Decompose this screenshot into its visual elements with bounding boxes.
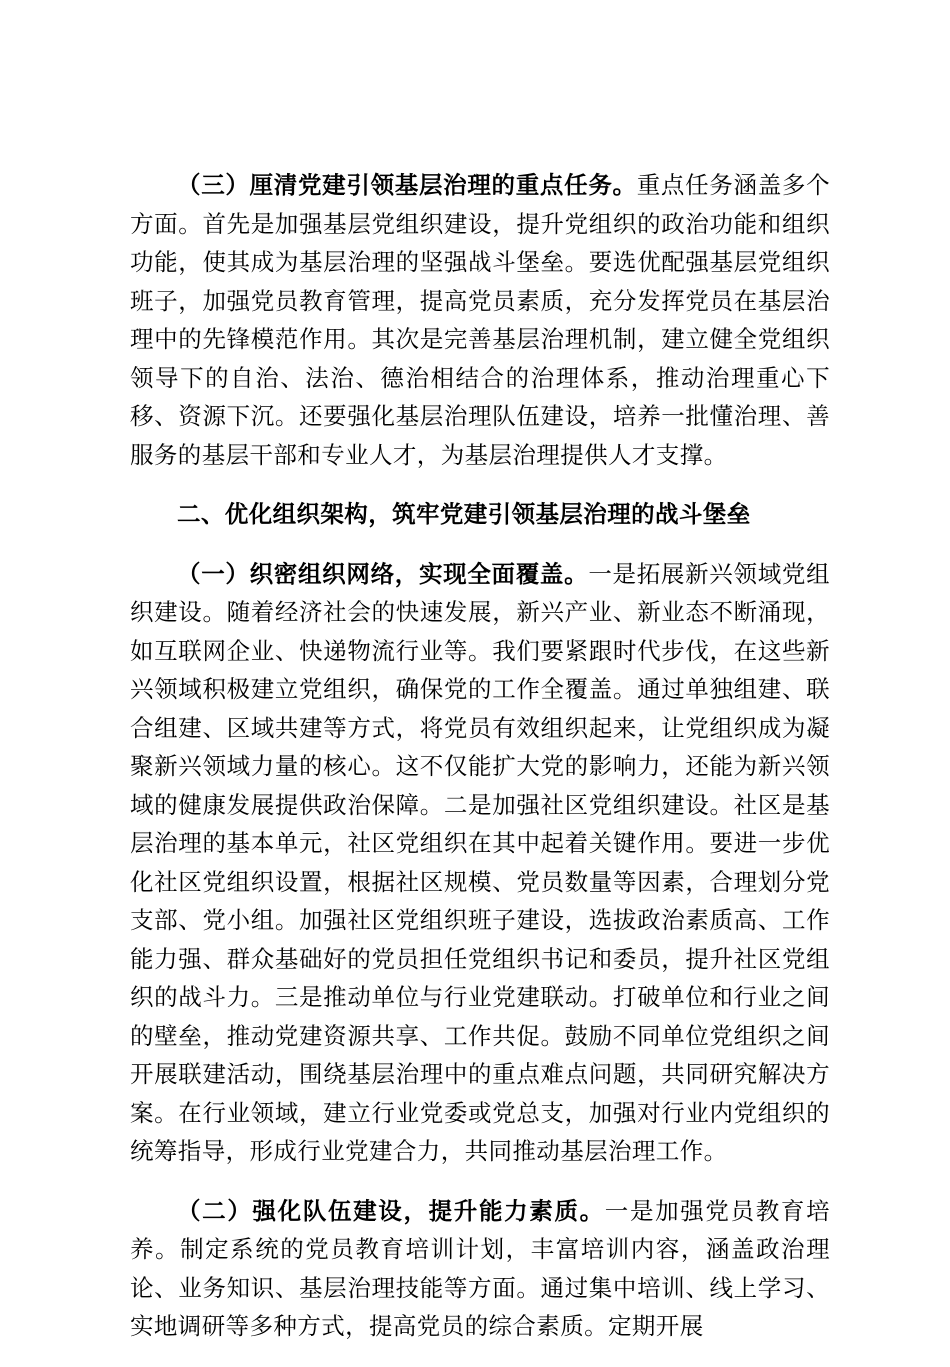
paragraph-body: 重点任务涵盖多个方面。首先是加强基层党组织建设，提升党组织的政治功能和组织功能，使其成为基层治理的坚强战斗堡垒。要选优配强基层党组织班子，加强党员教育管理，提高党员素质，充分发挥党员在基层治理中的先锋模范作用。其次是完善基层治理机制，建立健全党组织领导下的自治、法治、德治相结合的治理体系，推动治理重心下移、资源下沉。还要强化基层治理队伍建设，培养一批懂治理、善服务的基层干部和专业人才，为基层治理提供人才支撑。 [130,171,830,469]
paragraph-lead: （一）织密组织网络，实现全面覆盖。 [177,559,589,588]
paragraph-body: 一是拓展新兴领域党组织建设。随着经济社会的快速发展，新兴产业、新业态不断涌现，如互联网企业、快递物流行业等。我们要紧跟时代步伐，在这些新兴领域积极建立党组织，确保党的工作全覆盖。通过单独组建、联合组建、区域共建等方式，将党员有效组织起来，让党组织成为凝聚新兴领域力量的核心。这不仅能扩大党的影响力，还能为新兴领域的健康发展提供政治保障。二是加强社区党组织建设。社区是基层治理的基本单元，社区党组织在其中起着关键作用。要进一步优化社区党组织设置，根据社区规模、党员数量等因素，合理划分党支部、党小组。加强社区党组织班子建设，选拔政治素质高、工作能力强、群众基础好的党员担任党组织书记和委员，提升社区党组织的战斗力。三是推动单位与行业党建联动。打破单位和行业之间的壁垒，推动党建资源共享、工作共促。鼓励不同单位党组织之间开展联建活动，围绕基层治理中的重点难点问题，共同研究解决方案。在行业领域，建立行业党委或党总支，加强对行业内党组织的统筹指导，形成行业党建合力，共同推动基层治理工作。 [130,559,830,1165]
paragraph-lead: （三）厘清党建引领基层治理的重点任务。 [177,171,637,199]
paragraph-body: 一是加强党员教育培养。制定系统的党员教育培训计划，丰富培训内容，涵盖政治理论、业务知识、基层治理技能等方面。通过集中培训、线上学习、实地调研等多种方式，提高党员的综合素质。定期开展 [130,1196,830,1340]
paragraph-section-3 [130,166,830,474]
paragraph-section-2-2 [130,1192,830,1346]
paragraph-section-2-1 [130,555,830,1171]
section-heading-2: 二、优化组织架构，筑牢党建引领基层治理的战斗堡垒 [177,500,751,528]
paragraph-lead: （二）强化队伍建设，提升能力素质。 [177,1196,605,1225]
document-page [130,166,830,1367]
